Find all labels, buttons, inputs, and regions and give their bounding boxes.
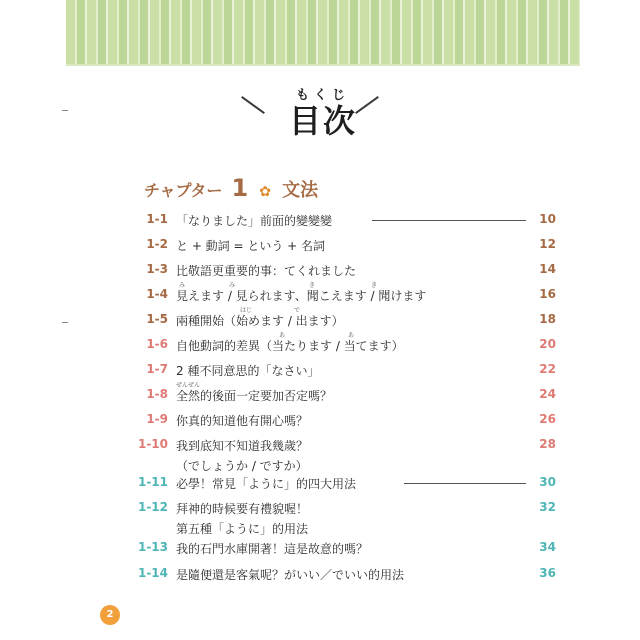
entry-page[interactable]: 12 — [539, 237, 556, 251]
entry-title[interactable]: 2 種不同意思的「なさい」 — [176, 364, 320, 378]
crop-mark — [62, 322, 68, 323]
entry-page[interactable]: 30 — [539, 475, 556, 489]
band-divider — [66, 64, 580, 66]
ruby-reading: き — [309, 282, 316, 289]
entry-title[interactable]: 「なりました」前面的變變變 — [176, 214, 333, 228]
entry-title[interactable]: 自他動詞的差異（当たります / 当てます） — [176, 339, 404, 353]
entry-title-line: （でしょうか / ですか） — [176, 459, 308, 473]
entry-page[interactable]: 16 — [539, 287, 556, 301]
chapter-title: 文法 — [282, 180, 319, 201]
entry-title[interactable]: 見えます / 見られます、聞こえます / 聞けます — [176, 289, 427, 303]
entry-number: 1-2 — [146, 237, 168, 251]
ruby-reading: き — [371, 282, 378, 289]
entry-page[interactable]: 20 — [539, 337, 556, 351]
ruby-reading: はじ — [240, 307, 253, 314]
entry-title-line: 我到底知不知道我幾歲？ — [176, 439, 309, 453]
flower-icon: ✿ — [259, 184, 272, 200]
entry-page[interactable]: 10 — [539, 212, 556, 226]
entry-title[interactable]: 我的石門水庫開著！這是故意的嗎？ — [176, 542, 369, 556]
leader-line — [372, 220, 526, 221]
page-number-badge: 2 — [100, 605, 120, 625]
entry-number: 1-6 — [146, 337, 168, 351]
entry-number: 1-13 — [137, 540, 168, 554]
entry-page[interactable]: 14 — [539, 262, 556, 276]
entry-page[interactable]: 34 — [539, 540, 556, 554]
chapter-number: 1 — [231, 174, 249, 202]
entry-number: 1-11 — [137, 475, 168, 489]
entry-number: 1-10 — [137, 437, 168, 451]
chapter-heading — [144, 174, 318, 200]
ruby-reading: で — [294, 307, 301, 314]
entry-number: 1-4 — [146, 287, 168, 301]
crop-mark — [62, 110, 68, 111]
entry-title-line: 第五種「ように」的用法 — [176, 522, 309, 536]
leader-line — [404, 483, 526, 484]
entry-number: 1-3 — [146, 262, 168, 276]
entry-number: 1-12 — [137, 500, 168, 514]
ruby-reading: あ — [279, 332, 286, 339]
entry-title[interactable]: 兩種開始（始めます / 出ます） — [176, 314, 344, 328]
entry-page[interactable]: 36 — [539, 566, 556, 580]
entry-title[interactable]: 你真的知道他有開心嗎？ — [176, 414, 309, 428]
entry-number: 1-5 — [146, 312, 168, 326]
entry-number: 1-8 — [146, 387, 168, 401]
chapter-label: チャプター — [144, 181, 223, 200]
entry-number: 1-9 — [146, 412, 168, 426]
toc-page — [66, 0, 580, 640]
entry-number: 1-1 — [146, 212, 168, 226]
entry-title[interactable]: と + 動詞 = という + 名詞 — [176, 239, 326, 253]
entry-title[interactable]: 全然的後面一定要加否定嗎？ — [176, 389, 333, 403]
entry-number: 1-14 — [137, 566, 168, 580]
entry-title[interactable]: 必學！常見「ように」的四大用法 — [176, 477, 357, 491]
entry-page[interactable]: 22 — [539, 362, 556, 376]
entry-title[interactable] — [176, 500, 308, 537]
ruby-reading: ぜんぜん — [176, 382, 201, 389]
ruby-reading: み — [229, 282, 236, 289]
title-ruby: もくじ — [295, 88, 350, 103]
entry-title[interactable] — [176, 437, 308, 474]
entry-title[interactable]: 是隨便還是客氣呢？がいい／でいい的用法 — [176, 568, 405, 582]
ruby-reading: あ — [348, 332, 355, 339]
entry-page[interactable]: 32 — [539, 500, 556, 514]
decorative-stripe-band — [66, 0, 580, 64]
entry-page[interactable]: 18 — [539, 312, 556, 326]
entry-number: 1-7 — [146, 362, 168, 376]
entry-title[interactable]: 比敬語更重要的事：てくれました — [176, 264, 357, 278]
entry-page[interactable]: 24 — [539, 387, 556, 401]
page-title: 目次 — [288, 102, 357, 140]
entry-page[interactable]: 26 — [539, 412, 556, 426]
entry-title-line: 拜神的時候要有禮貌喔！ — [176, 502, 309, 516]
ruby-reading: み — [179, 282, 186, 289]
entry-page[interactable]: 28 — [539, 437, 556, 451]
